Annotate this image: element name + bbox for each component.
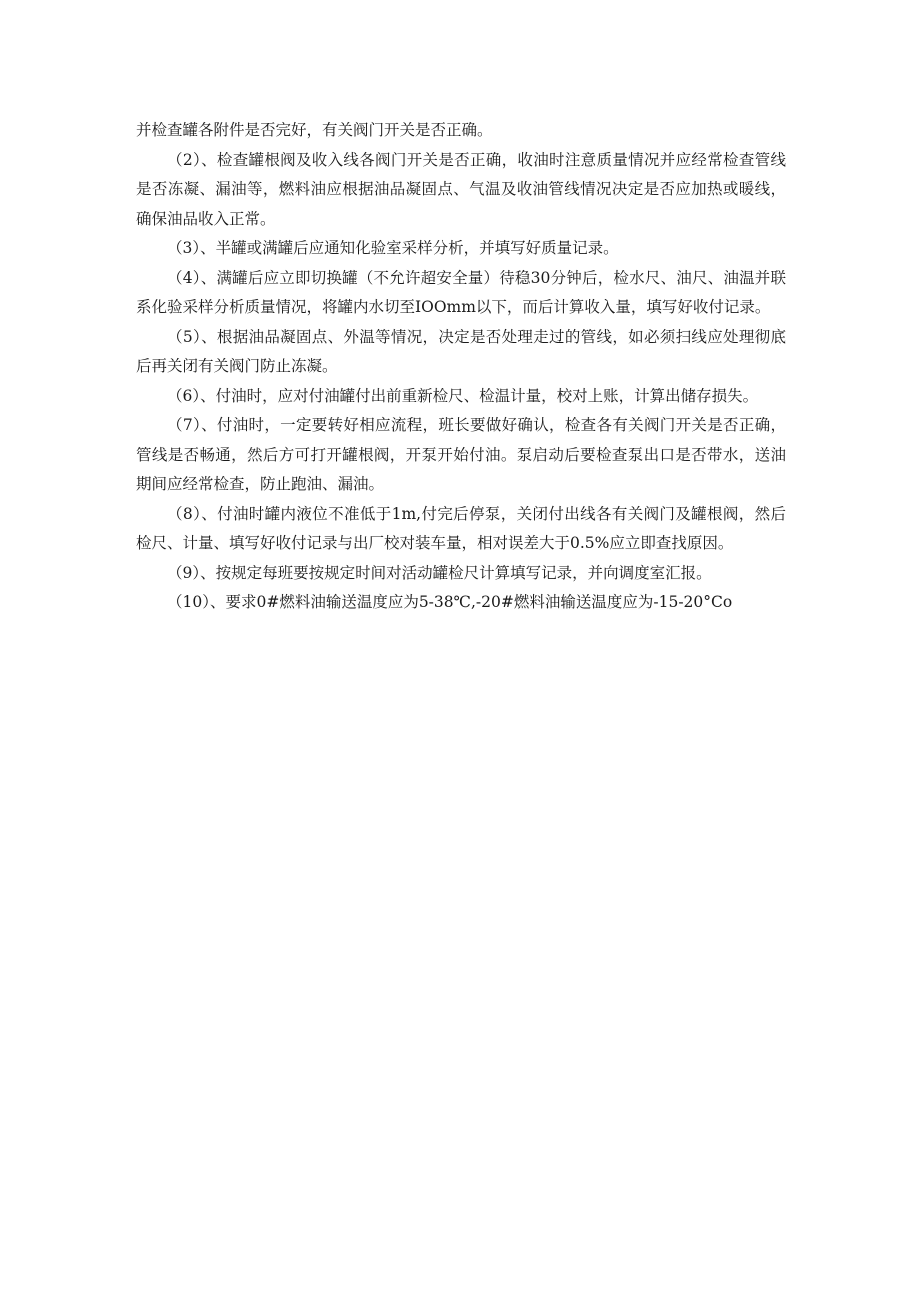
- paragraph-1: （2）、检查罐根阀及收入线各阀门开关是否正确，收油时注意质量情况并应经常检查管线是否冻凝、漏油等，燃料油应根据油品凝固点、气温及收油管线情况决定是否应加热或暖线，确保油品收入正常。: [136, 150, 786, 228]
- paragraph-7: （8）、付油时罐内液位不准低于1m,付完后停泵，关闭付出线各有关阀门及罐根阀，然后检尺、计量、填写好收付记录与出厂校对装车量，相对误差大于0.5%应立即查找原因。: [136, 504, 786, 552]
- paragraph-4: （5）、根据油品凝固点、外温等情况，决定是否处理走过的管线，如必须扫线应处理彻底后再关闭有关阀门防止冻凝。: [136, 327, 786, 375]
- paragraph-9: （10）、要求0#燃料油输送温度应为5-38℃,-20#燃料油输送温度应为-15-20°Co: [167, 593, 733, 611]
- document-page: [136, 116, 786, 618]
- paragraph-3: （4）、满罐后应立即切换罐（不允许超安全量）待稳30分钟后，检水尺、油尺、油温并联系化验采样分析质量情况，将罐内水切至IOOmm以下，而后计算收入量，填写好收付记录。: [136, 268, 786, 316]
- paragraph-5: （6）、付油时，应对付油罐付出前重新检尺、检温计量，校对上账，计算出储存损失。: [167, 386, 759, 405]
- paragraph-8: （9）、按规定每班要按规定时间对活动罐检尺计算填写记录，并向调度室汇报。: [167, 563, 712, 582]
- paragraph-6: （7）、付油时，一定要转好相应流程，班长要做好确认，检查各有关阀门开关是否正确，管线是否畅通，然后方可打开罐根阀，开泵开始付油。泵启动后要检查泵出口是否带水，送油期间应经常检查，防止跑油、漏油。: [136, 416, 786, 493]
- paragraph-2: （3）、半罐或满罐后应通知化验室采样分析，并填写好质量记录。: [167, 239, 619, 257]
- paragraph-0: 并检查罐各附件是否完好，有关阀门开关是否正确。: [136, 121, 493, 139]
